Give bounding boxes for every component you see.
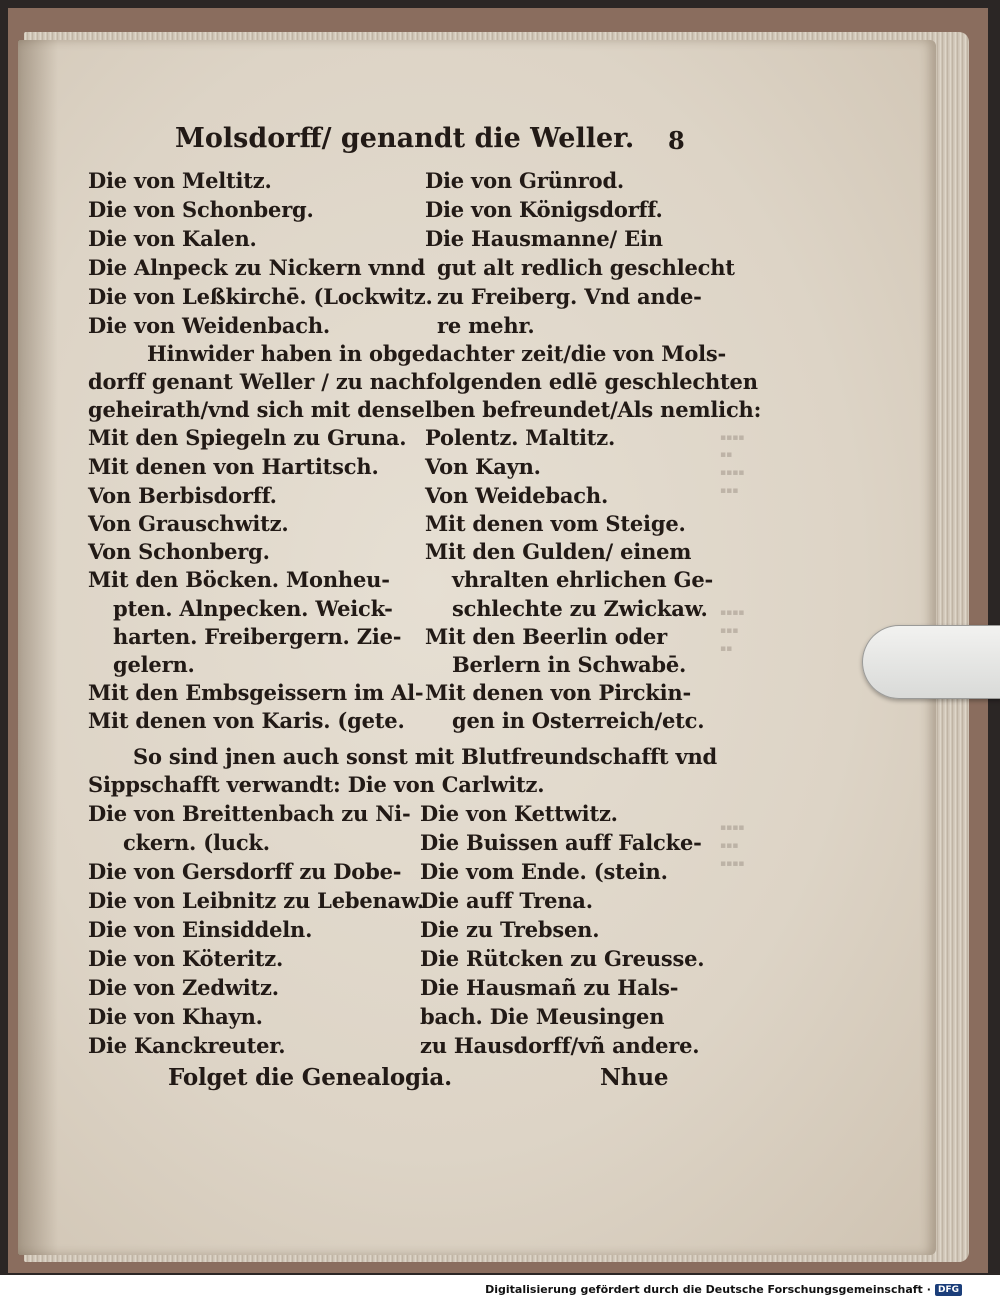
name-entry: Die Buissen auff Falcke- (420, 830, 702, 855)
bleed-through-text: ▪▪▪▪ ▪▪ ▪▪▪▪ ▪▪▪ ▪▪▪▪ ▪▪▪ ▪▪ ▪▪▪▪ ▪▪▪ ▪▪▪▪ (720, 433, 745, 869)
page-number: 8 (668, 126, 685, 155)
paragraph-line: So sind jnen auch sonst mit Blutfreundschafft vnd (133, 744, 718, 769)
name-entry: gelern. (113, 652, 195, 677)
name-entry: Die auff Trena. (420, 888, 593, 913)
name-entry: bach. Die Meusingen (420, 1004, 665, 1029)
name-entry: gen in Osterreich/etc. (452, 708, 705, 733)
name-entry: Die von Kalen. (88, 226, 257, 251)
name-entry: Mit denen von Hartitsch. (88, 454, 379, 479)
name-entry: Von Kayn. (425, 454, 541, 479)
name-entry: Die Alnpeck zu Nickern vnnd (88, 255, 426, 280)
name-entry: Die von Leibnitz zu Lebenaw. (88, 888, 424, 913)
name-entry: Mit den Spiegeln zu Gruna. (88, 425, 407, 450)
dfg-logo: DFG (935, 1284, 962, 1296)
catchword: Nhue (600, 1064, 669, 1091)
paragraph-line: dorff genant Weller / zu nachfolgenden edlē geschlechten (88, 369, 758, 394)
page-tab (862, 625, 1000, 699)
name-entry: Mit den Beerlin oder (425, 624, 668, 649)
running-header: Molsdorff/ genandt die Weller. (175, 123, 635, 154)
name-entry: Die von Einsiddeln. (88, 917, 313, 942)
name-entry: vhralten ehrlichen Ge- (452, 567, 714, 592)
name-entry: re mehr. (437, 313, 535, 338)
name-entry: Die von Köteritz. (88, 946, 284, 971)
name-entry: Die Hausmañ zu Hals- (420, 975, 679, 1000)
name-entry: Die Rütcken zu Greusse. (420, 946, 705, 971)
name-entry: ckern. (luck. (123, 830, 270, 855)
name-entry: Die zu Trebsen. (420, 917, 600, 942)
name-entry: Von Berbisdorff. (88, 483, 277, 508)
name-entry: Mit den Embsgeissern im Al- (88, 680, 424, 705)
name-entry: Mit den Gulden/ einem (425, 539, 692, 564)
name-entry: Von Grauschwitz. (88, 511, 289, 536)
name-entry: Die von Gersdorff zu Dobe- (88, 859, 402, 884)
spine-shadow (18, 40, 58, 1255)
name-entry: schlechte zu Zwickaw. (452, 596, 708, 621)
paragraph-line: Sippschafft verwandt: Die von Carlwitz. (88, 772, 545, 797)
name-entry: Berlern in Schwabē. (452, 652, 687, 677)
name-entry: pten. Alnpecken. Weick- (113, 596, 393, 621)
name-entry: Mit den Böcken. Monheu- (88, 567, 390, 592)
name-entry: Die von Breittenbach zu Ni- (88, 801, 411, 826)
name-entry: Von Schonberg. (88, 539, 270, 564)
name-entry: harten. Freibergern. Zie- (113, 624, 402, 649)
name-entry: gut alt redlich geschlecht (437, 255, 735, 280)
name-entry: Polentz. Maltitz. (425, 425, 616, 450)
name-entry: Die von Königsdorff. (425, 197, 663, 222)
name-entry: Die vom Ende. (stein. (420, 859, 668, 884)
name-entry: Die von Grünrod. (425, 168, 625, 193)
name-entry: Von Weidebach. (425, 483, 609, 508)
name-entry: Die von Schonberg. (88, 197, 314, 222)
name-entry: Die von Khayn. (88, 1004, 263, 1029)
name-entry: Die Kanckreuter. (88, 1033, 286, 1058)
name-entry: Die von Meltitz. (88, 168, 272, 193)
closing-line: Folget die Genealogia. (168, 1064, 452, 1091)
name-entry: Die von Zedwitz. (88, 975, 279, 1000)
name-entry: zu Hausdorff/vñ andere. (420, 1033, 700, 1058)
name-entry: Die von Leßkirchē. (Lockwitz. (88, 284, 433, 309)
name-entry: Mit denen vom Steige. (425, 511, 686, 536)
name-entry: Mit denen von Pirckin- (425, 680, 692, 705)
name-entry: Die von Weidenbach. (88, 313, 331, 338)
paragraph-line: Hinwider haben in obgedachter zeit/die von Mols- (147, 341, 727, 366)
name-entry: Die Hausmanne/ Ein (425, 226, 663, 251)
name-entry: Mit denen von Karis. (gete. (88, 708, 405, 733)
digitization-credit: Digitalisierung gefördert durch die Deutsche Forschungsgemeinschaft · DFG (485, 1283, 962, 1296)
name-entry: Die von Kettwitz. (420, 801, 618, 826)
name-entry: zu Freiberg. Vnd ande- (437, 284, 702, 309)
credit-text: Digitalisierung gefördert durch die Deutsche Forschungsgemeinschaft (485, 1283, 923, 1296)
paragraph-line: geheirath/vnd sich mit denselben befreundet/Als nemlich: (88, 397, 762, 422)
